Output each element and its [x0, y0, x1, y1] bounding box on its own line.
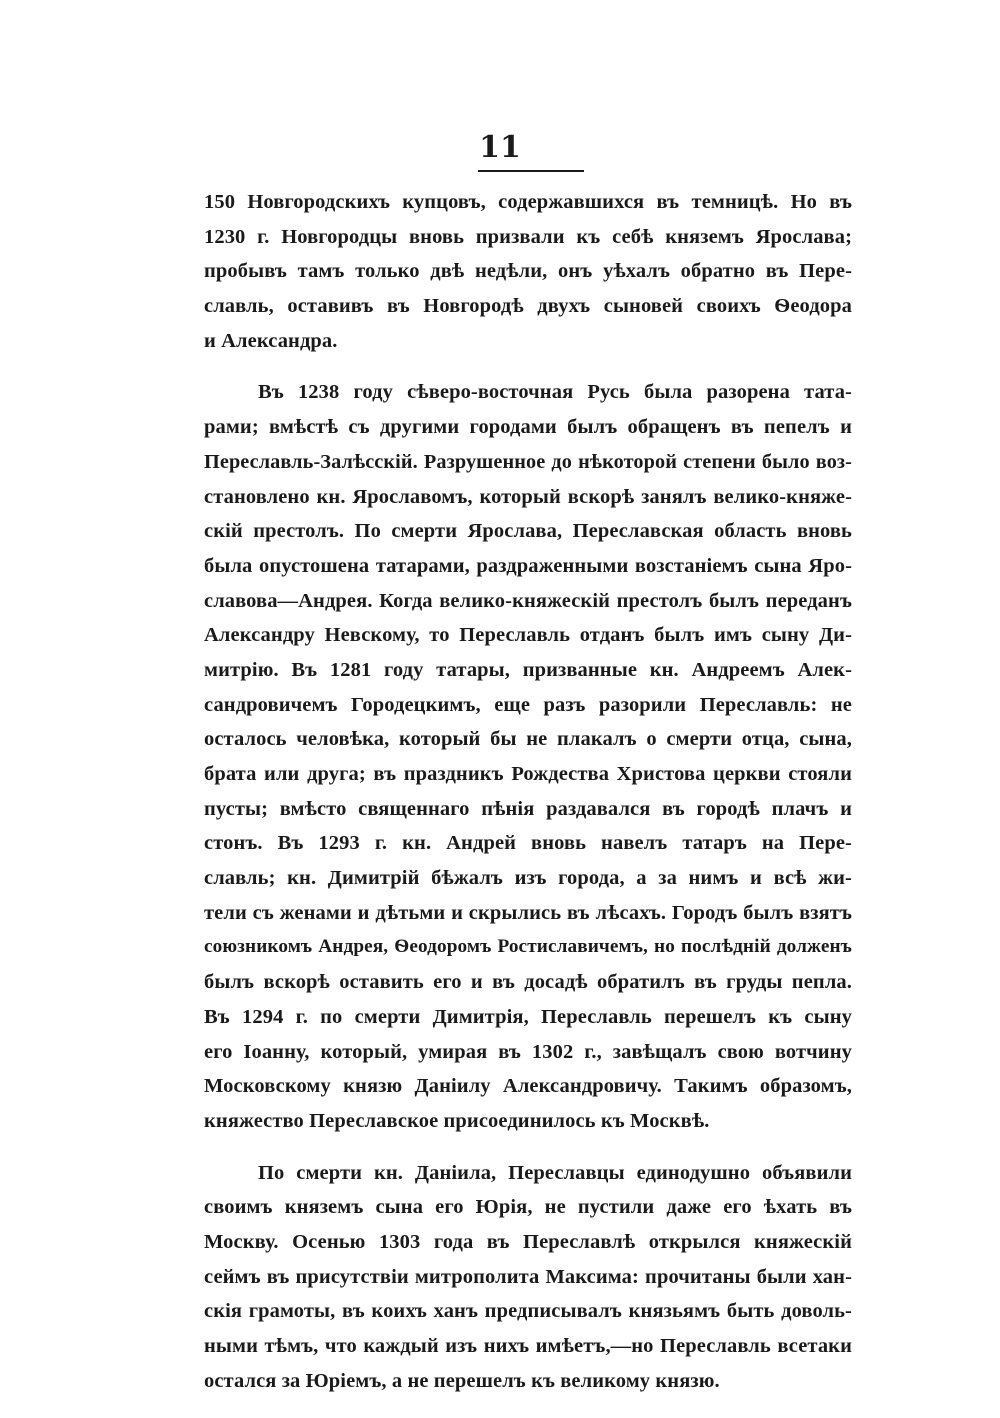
text-line: По смерти кн. Даніила, Переславцы единодушно объявили — [258, 1161, 852, 1184]
paragraph-2 — [204, 375, 852, 1138]
paragraph-gap — [204, 1139, 852, 1156]
text-line: стонъ. Въ 1293 г. кн. Андрей вновь навелъ татаръ на Пере- — [204, 832, 852, 855]
text-line: славова—Андрея. Когда велико-княжескій престолъ былъ переданъ — [204, 589, 852, 612]
text-line: осталось человѣка, который бы не плакалъ о смерти отца, сына, — [204, 728, 852, 751]
text-line: и Александра. — [204, 329, 338, 352]
text-line: ными тѣмъ, что каждый изъ нихъ имѣетъ,—но Переславль всетаки — [204, 1335, 852, 1357]
text-line: княжество Переславское присоединилось къ Москвѣ. — [204, 1109, 710, 1132]
paragraph-1 — [204, 185, 852, 358]
text-line: славль, оставивъ въ Новгородѣ двухъ сыновей своихъ Ѳеодора — [204, 295, 852, 318]
text-line: скій престолъ. По смерти Ярослава, Переславская область вновь — [204, 520, 852, 543]
paragraph-gap — [204, 358, 852, 375]
text-line: пробывъ тамъ только двѣ недѣли, онъ уѣхалъ обратно въ Пере- — [204, 260, 852, 283]
text-line: своимъ княземъ сына его Юрія, не пустили даже его ѣхать въ — [204, 1196, 852, 1219]
text-line: 1230 г. Новгородцы вновь призвали къ себѣ княземъ Ярослава; — [204, 225, 852, 248]
text-line: остался за Юріемъ, а не перешелъ къ великому князю. — [204, 1369, 720, 1392]
text-line: союзникомъ Андрея, Ѳеодоромъ Ростиславичемъ, но послѣдній долженъ — [204, 936, 852, 958]
text-line: Московскому князю Даніилу Александровичу. Такимъ образомъ, — [204, 1075, 852, 1098]
text-line: Переславль-Залѣсскій. Разрушенное до нѣкоторой степени было воз- — [204, 450, 852, 473]
text-line: рами; вмѣстѣ съ другими городами былъ обращенъ въ пепелъ и — [204, 416, 852, 439]
text-line: скія грамоты, въ коихъ ханъ предписывалъ князьямъ быть доволь- — [204, 1300, 852, 1323]
body-text — [204, 185, 852, 1398]
text-line: брата или друга; въ праздникъ Рождества Христова церкви стояли — [204, 763, 852, 785]
text-line: митрію. Въ 1281 году татары, призванные кн. Андреемъ Алек- — [204, 658, 852, 681]
text-line: Москву. Осенью 1303 года въ Переславлѣ открылся княжескій — [204, 1230, 852, 1253]
text-line: сандровичемъ Городецкимъ, еще разъ разорили Переславль: не — [204, 693, 852, 716]
text-line: Въ 1238 году сѣверо-восточная Русь была разорена тата- — [258, 381, 852, 404]
text-line: сеймъ въ присутствіи митрополита Максима: прочитаны были хан- — [204, 1265, 852, 1288]
page-number-rule — [478, 170, 584, 172]
text-line: Въ 1294 г. по смерти Димитрія, Переславль перешелъ къ сыну — [204, 1005, 852, 1028]
paragraph-3 — [204, 1156, 852, 1399]
text-line: 150 Новгородскихъ купцовъ, содержавшихся въ темницѣ. Но въ — [204, 191, 852, 213]
page-number: 11 — [479, 130, 521, 165]
text-line: становлено кн. Ярославомъ, который вскорѣ занялъ велико-княже- — [204, 485, 852, 508]
text-line: Александру Невскому, то Переславль отданъ былъ имъ сыну Ди- — [204, 624, 852, 647]
text-line: тели съ женами и дѣтьми и скрылись въ лѣсахъ. Городъ былъ взятъ — [204, 901, 852, 924]
text-line: была опустошена татарами, раздраженными возстаніемъ сына Яро- — [204, 554, 852, 577]
text-line: былъ вскорѣ оставить его и въ досадѣ обратилъ въ груды пепла. — [204, 971, 852, 994]
text-line: пусты; вмѣсто священнаго пѣнія раздавался въ городѣ плачъ и — [204, 797, 852, 820]
text-line: его Іоанну, который, умирая въ 1302 г., завѣщалъ свою вотчину — [204, 1040, 852, 1063]
text-line: славль; кн. Димитрій бѣжалъ изъ города, а за нимъ и всѣ жи- — [204, 867, 852, 890]
